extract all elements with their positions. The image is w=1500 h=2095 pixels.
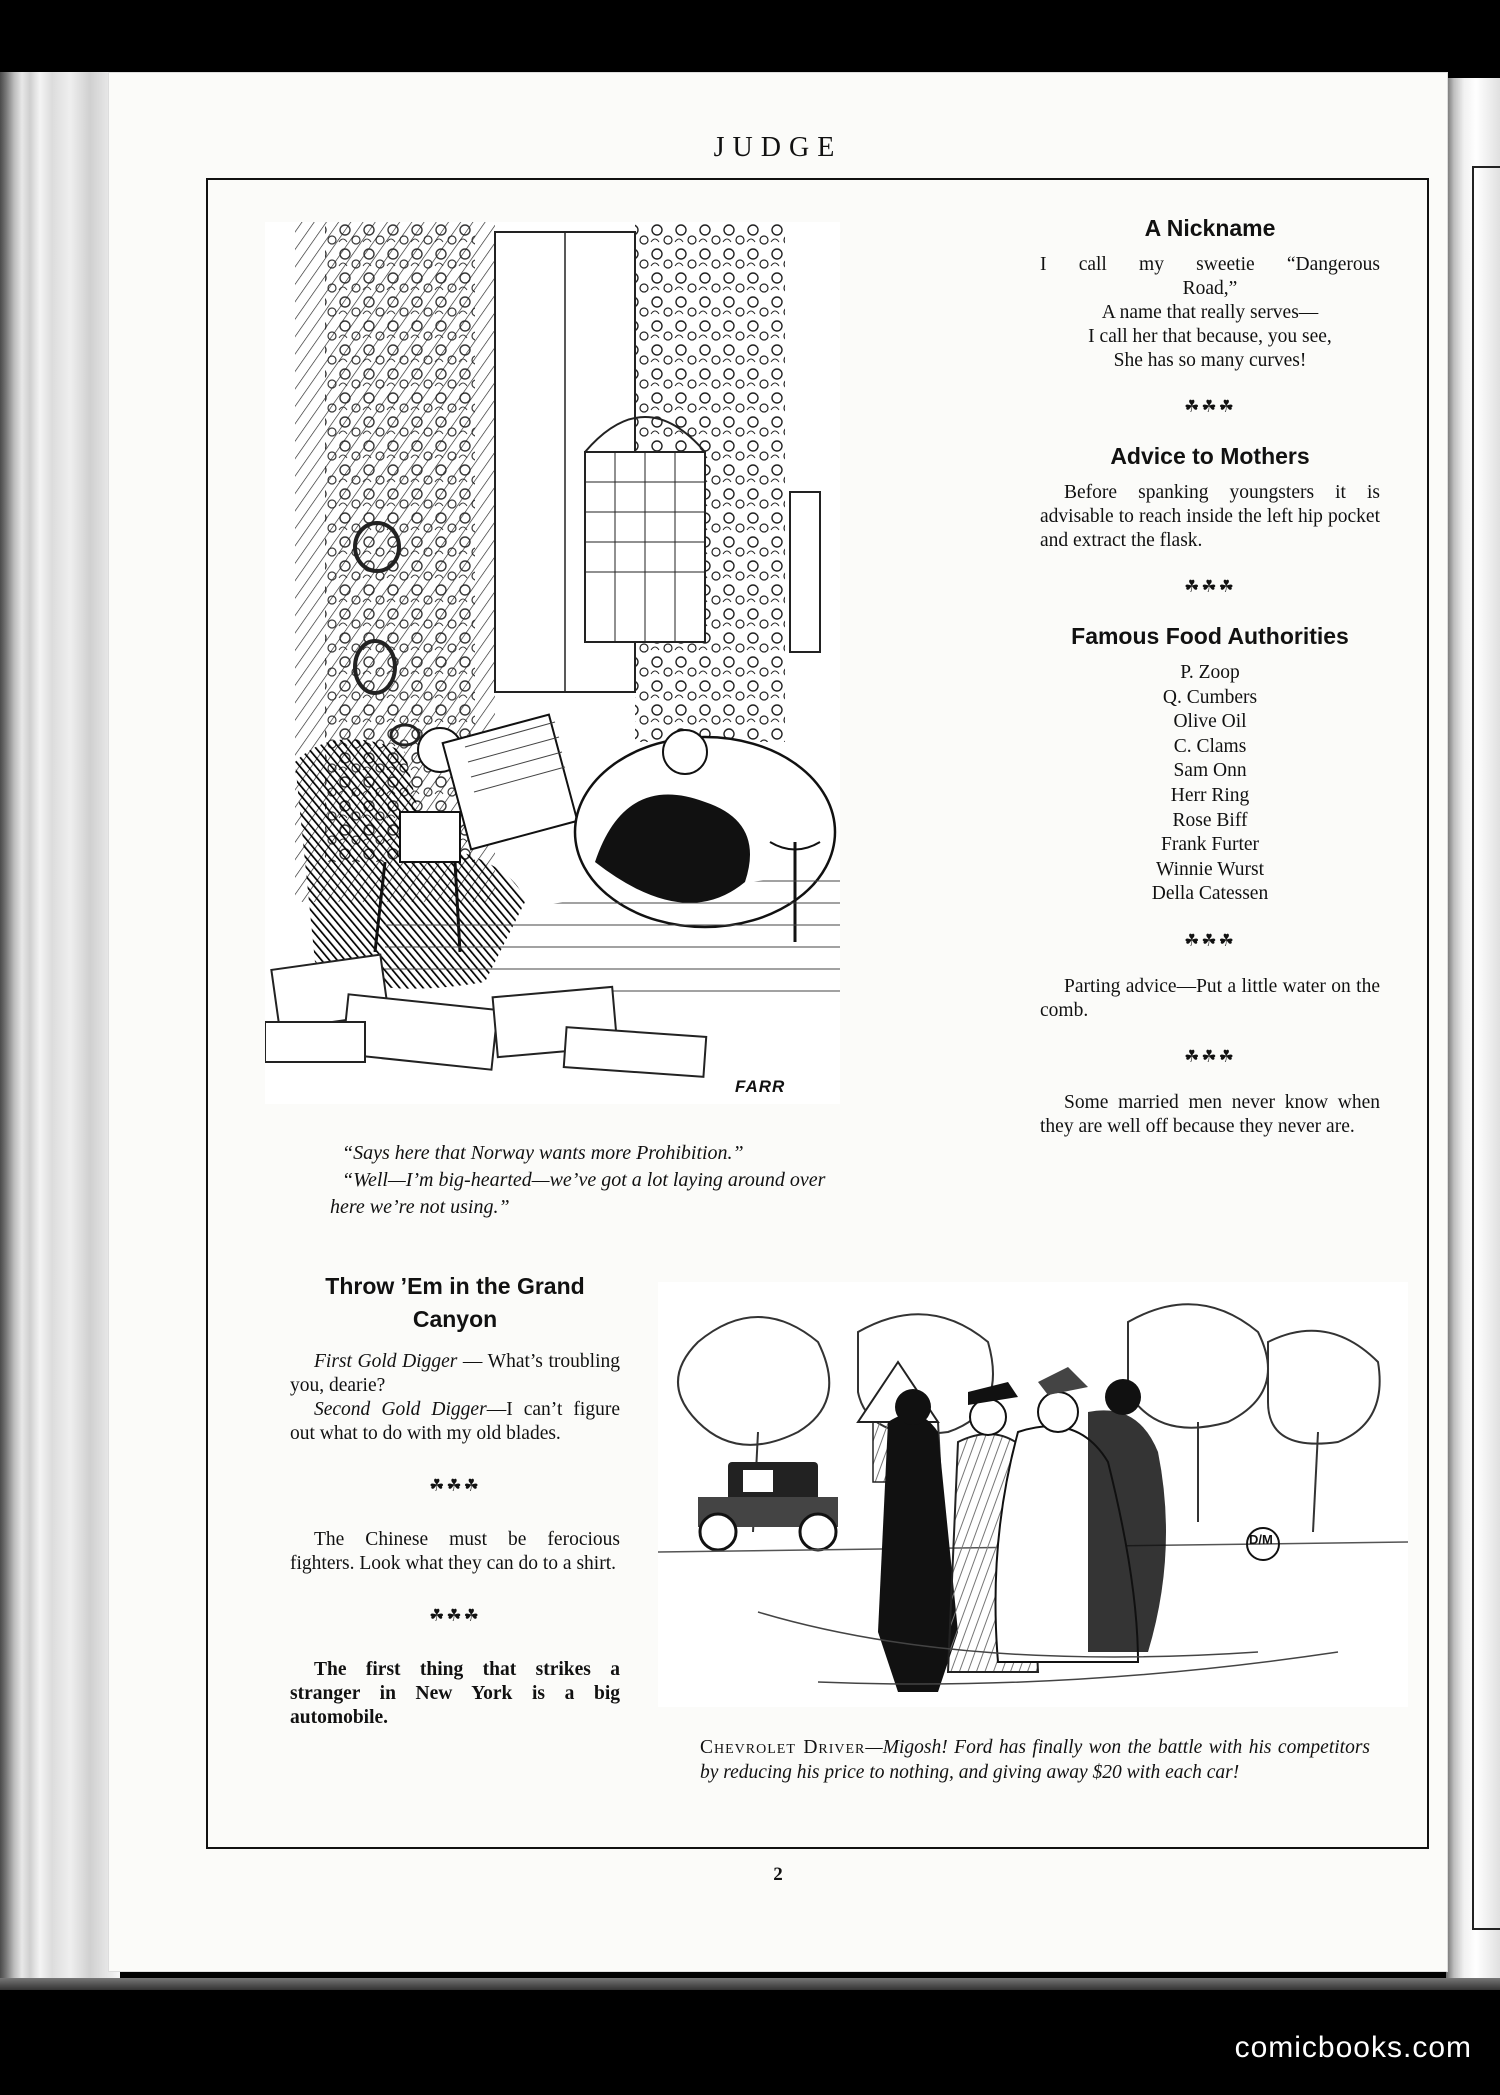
poem-line: I call my sweetie “Dangerous bbox=[1040, 254, 1380, 275]
ornament-divider: ☘☘☘ bbox=[1184, 397, 1236, 416]
grand-canyon-title: Throw ’Em in the Grand Canyon bbox=[325, 1273, 585, 1332]
book-bottom-edge bbox=[0, 1978, 1500, 1990]
nickname-title: A Nickname bbox=[1144, 215, 1276, 241]
left-column bbox=[290, 1270, 620, 1730]
list-item: P. Zoop bbox=[1180, 662, 1240, 683]
speaker-name: Second Gold Digger bbox=[314, 1399, 487, 1420]
advice-title: Advice to Mothers bbox=[1110, 443, 1310, 469]
married-text: Some married men never know when they are well off because they never are. bbox=[1040, 1091, 1380, 1137]
magazine-title: JUDGE bbox=[713, 132, 843, 163]
caption-speaker: Chevrolet Driver bbox=[700, 1737, 866, 1758]
ornament-divider: ☘☘☘ bbox=[1184, 577, 1236, 596]
dialogue-text: — What’s troubling you, dearie? bbox=[290, 1351, 620, 1396]
cartoon-caption-bottom bbox=[700, 1735, 1370, 1785]
poem-line: I call her that because, you see, bbox=[1088, 326, 1332, 347]
dialogue-line-1 bbox=[290, 1350, 620, 1398]
book-left-pages bbox=[0, 72, 120, 1982]
caption-text: —Migosh! Ford has finally won the battle with his competitors by reducing his price to nothing, and giving away $20 with each car! bbox=[700, 1737, 1370, 1783]
poem-line: A name that really serves— bbox=[1101, 302, 1319, 323]
food-title: Famous Food Authorities bbox=[1071, 623, 1349, 649]
caption-line-1: “Says here that Norway wants more Prohibition.” bbox=[342, 1142, 744, 1164]
first-thing-text: The first thing that strikes a stranger in New York is a big automobile. bbox=[290, 1659, 620, 1728]
ornament-divider: ☘☘☘ bbox=[429, 1476, 481, 1495]
list-item: Olive Oil bbox=[1173, 711, 1247, 733]
poem-line: She has so many curves! bbox=[1113, 350, 1307, 371]
dialogue-line-2 bbox=[290, 1398, 620, 1446]
book-right-pages bbox=[1446, 78, 1500, 1978]
list-item: C. Clams bbox=[1173, 735, 1247, 757]
ornament-divider: ☘☘☘ bbox=[429, 1606, 481, 1625]
parting-text: Parting advice—Put a little water on the comb. bbox=[1040, 975, 1380, 1021]
nickname-poem bbox=[1040, 253, 1380, 373]
cartoon-illustration-top bbox=[265, 222, 840, 1104]
ornament-divider: ☘☘☘ bbox=[1184, 930, 1236, 950]
page-number: 2 bbox=[773, 1864, 783, 1885]
dialogue-text: —I can’t figure out what to do with my old blades. bbox=[290, 1399, 620, 1444]
list-item: Sam Onn bbox=[1173, 760, 1247, 782]
caption-line-2: “Well—I’m big-hearted—we’ve got a lot laying around over here we’re not using.” bbox=[330, 1169, 826, 1218]
cartoon-illustration-bottom bbox=[658, 1282, 1408, 1707]
chinese-text: The Chinese must be ferocious fighters. Look what they can do to a shirt. bbox=[290, 1529, 620, 1574]
cartoon-caption-top bbox=[330, 1140, 850, 1221]
list-item: Della Catessen bbox=[1151, 883, 1269, 905]
magazine-page bbox=[108, 72, 1448, 1972]
advice-text: Before spanking youngsters it is advisable to reach inside the left hip pocket and extract the flask. bbox=[1040, 482, 1380, 551]
watermark-text: comicbooks.com bbox=[1234, 2031, 1472, 2064]
food-names-list bbox=[1040, 661, 1380, 907]
list-item: Herr Ring bbox=[1170, 784, 1250, 806]
artist-signature-bottom: D/M bbox=[1249, 1532, 1273, 1547]
right-column bbox=[1040, 213, 1380, 1139]
poem-line: Road,” bbox=[1182, 278, 1238, 299]
ornament-divider: ☘☘☘ bbox=[1184, 1046, 1236, 1066]
list-item: Rose Biff bbox=[1172, 809, 1248, 831]
artist-signature-top: FARR bbox=[735, 1077, 786, 1096]
list-item: Frank Furter bbox=[1160, 834, 1260, 856]
speaker-name: First Gold Digger bbox=[314, 1351, 458, 1372]
list-item: Q. Cumbers bbox=[1162, 686, 1258, 708]
list-item: Winnie Wurst bbox=[1155, 858, 1264, 880]
